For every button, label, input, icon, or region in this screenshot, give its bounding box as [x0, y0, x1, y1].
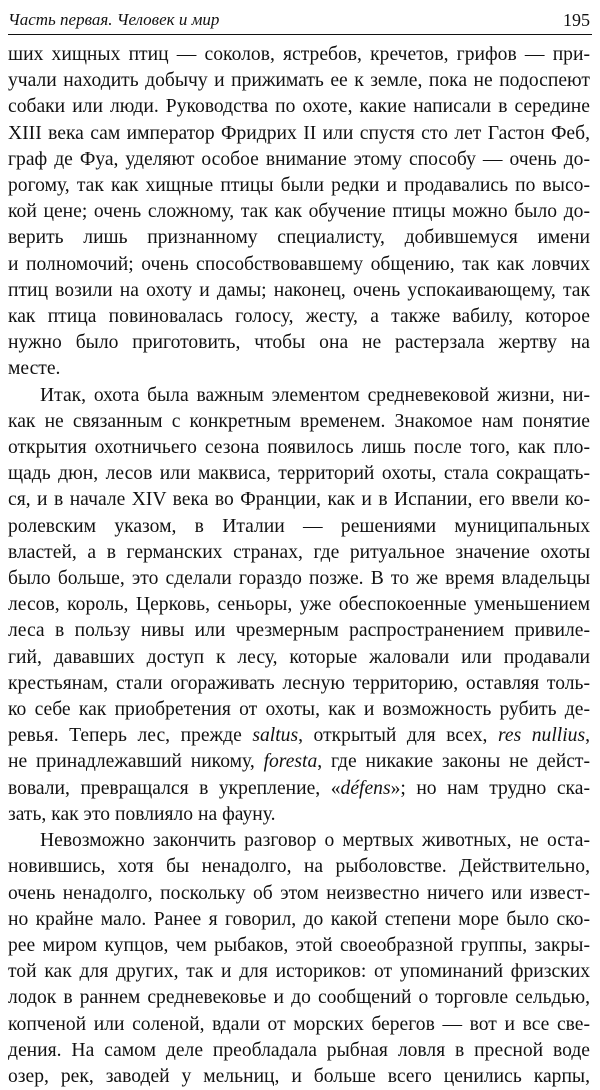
text-line: нужно было приготовить, чтобы она не растерзала жертву на	[8, 332, 590, 354]
paragraph-3	[8, 828, 590, 1090]
text-line: и полномочий; очень способствовавшему общению, так как ловчих	[8, 253, 590, 275]
text-line: озер, рек, заводей у мельниц, и больше всего ценились карпы,	[8, 1065, 590, 1087]
italic-term: défens	[340, 777, 391, 799]
page-header	[8, 6, 590, 32]
text-line: но крайне мало. Ранее я говорил, до какой степени море было ско-	[8, 908, 590, 930]
text-line: кой цене; очень сложному, так как обучение птицы можно было до-	[8, 201, 590, 223]
text-line: той как для других, так и для историков: от упоминаний фризских	[8, 961, 590, 983]
text-line: Итак, охота была важным элементом средневековой жизни, ни-	[40, 384, 590, 406]
text-line: леса в пользу нивы или чрезмерным распространением привиле-	[8, 620, 590, 642]
text-line: крестьянам, стали огораживать лесную территорию, оставляя толь-	[8, 672, 590, 694]
text-line: очень ненадолго, поскольку об этом неизвестно ничего или извест-	[8, 882, 590, 904]
italic-term: saltus	[252, 725, 299, 747]
text-line: дения. На самом деле преобладала рыбная ловля в пресной воде	[8, 1039, 590, 1061]
text-line	[8, 723, 590, 749]
text-line: зать, как это повлияло на фауну.	[8, 803, 276, 825]
italic-term: foresta	[263, 751, 318, 773]
text-line: новившись, хотя бы ненадолго, на рыболовстве. Действительно,	[8, 856, 590, 878]
paragraph-1	[8, 42, 590, 383]
page-number: 195	[563, 10, 590, 30]
text-line: XIII века сам император Фридрих II или спустя сто лет Гастон Феб,	[8, 122, 590, 144]
text-line: щадь дюн, лесов или маквиса, территорий охоты, стала сокращать-	[8, 463, 590, 485]
text-line: как птица повиновалась голосу, жесту, а также вабилу, которое	[8, 306, 590, 328]
header-rule	[8, 34, 592, 35]
text-line: месте.	[8, 358, 61, 380]
text-line: учали находить добычу и прижимать ее к земле, пока не подоспеют	[8, 70, 590, 92]
text-line: лодок в раннем средневековье и до сообщений о торговле сельдью,	[8, 987, 590, 1009]
text-line: рогому, так как хищные птицы были редки и продавались по высо-	[8, 175, 590, 197]
text-run: не принадлежавший никому,	[8, 751, 264, 773]
italic-term: res nullius	[497, 725, 586, 747]
text-line: копченой или соленой, вдали от морских берегов — вот и все све-	[8, 1013, 590, 1035]
text-line: ших хищных птиц — соколов, ястребов, кречетов, грифов — при-	[8, 44, 590, 65]
text-line	[8, 776, 590, 802]
paragraph-2	[8, 383, 590, 828]
text-line: было больше, это сделали гораздо позже. В то же время владельцы	[8, 568, 590, 590]
running-title: Часть первая. Человек и мир	[8, 10, 220, 29]
body-text	[8, 42, 590, 1090]
text-run: вовали, превращался в укрепление, «	[8, 777, 341, 799]
text-run: , где никакие законы не дейст-	[317, 751, 590, 773]
text-line: птиц возили на охоту и дамы; наконец, очень успокаивающему, так	[8, 279, 590, 301]
text-line: собаки или люди. Руководства по охоте, какие написали в середине	[8, 96, 590, 118]
text-line: ролевским указом, в Италии — решениями муниципальных	[8, 515, 590, 537]
text-run: ревья. Теперь лес, прежде	[8, 725, 253, 747]
text-line: граф де Фуа, уделяют особое внимание этому способу — очень до-	[8, 148, 590, 170]
text-line: Невозможно закончить разговор о мертвых животных, не оста-	[40, 830, 590, 852]
text-run: ,	[585, 725, 590, 747]
text-run: , открытый для всех,	[298, 725, 498, 747]
text-line: открытия охотничьего сезона появилось лишь после того, как пло-	[8, 437, 590, 459]
text-line: верить лишь признанному специалисту, добившемуся имени	[8, 227, 590, 249]
text-line	[8, 749, 590, 775]
text-line: гий, дававших доступ к лесу, которые жаловали или продавали	[8, 646, 590, 668]
text-line: как не связанным с конкретным временем. Знакомое нам понятие	[8, 410, 590, 432]
text-line: властей, а в германских странах, где ритуальное значение охоты	[8, 541, 590, 563]
text-run: »; но нам трудно ска-	[390, 777, 590, 799]
text-line: ся, и в начале XIV века во Франции, как и в Испании, его ввели ко-	[8, 489, 590, 511]
text-line: ко себе как приобретения от охоты, как и возможность рубить де-	[8, 699, 590, 721]
text-line: рее миром купцов, чем рыбаков, этой своеобразной группы, закры-	[8, 934, 590, 956]
text-line: лесов, король, Церковь, сеньоры, уже обеспокоенные уменьшением	[8, 594, 590, 616]
